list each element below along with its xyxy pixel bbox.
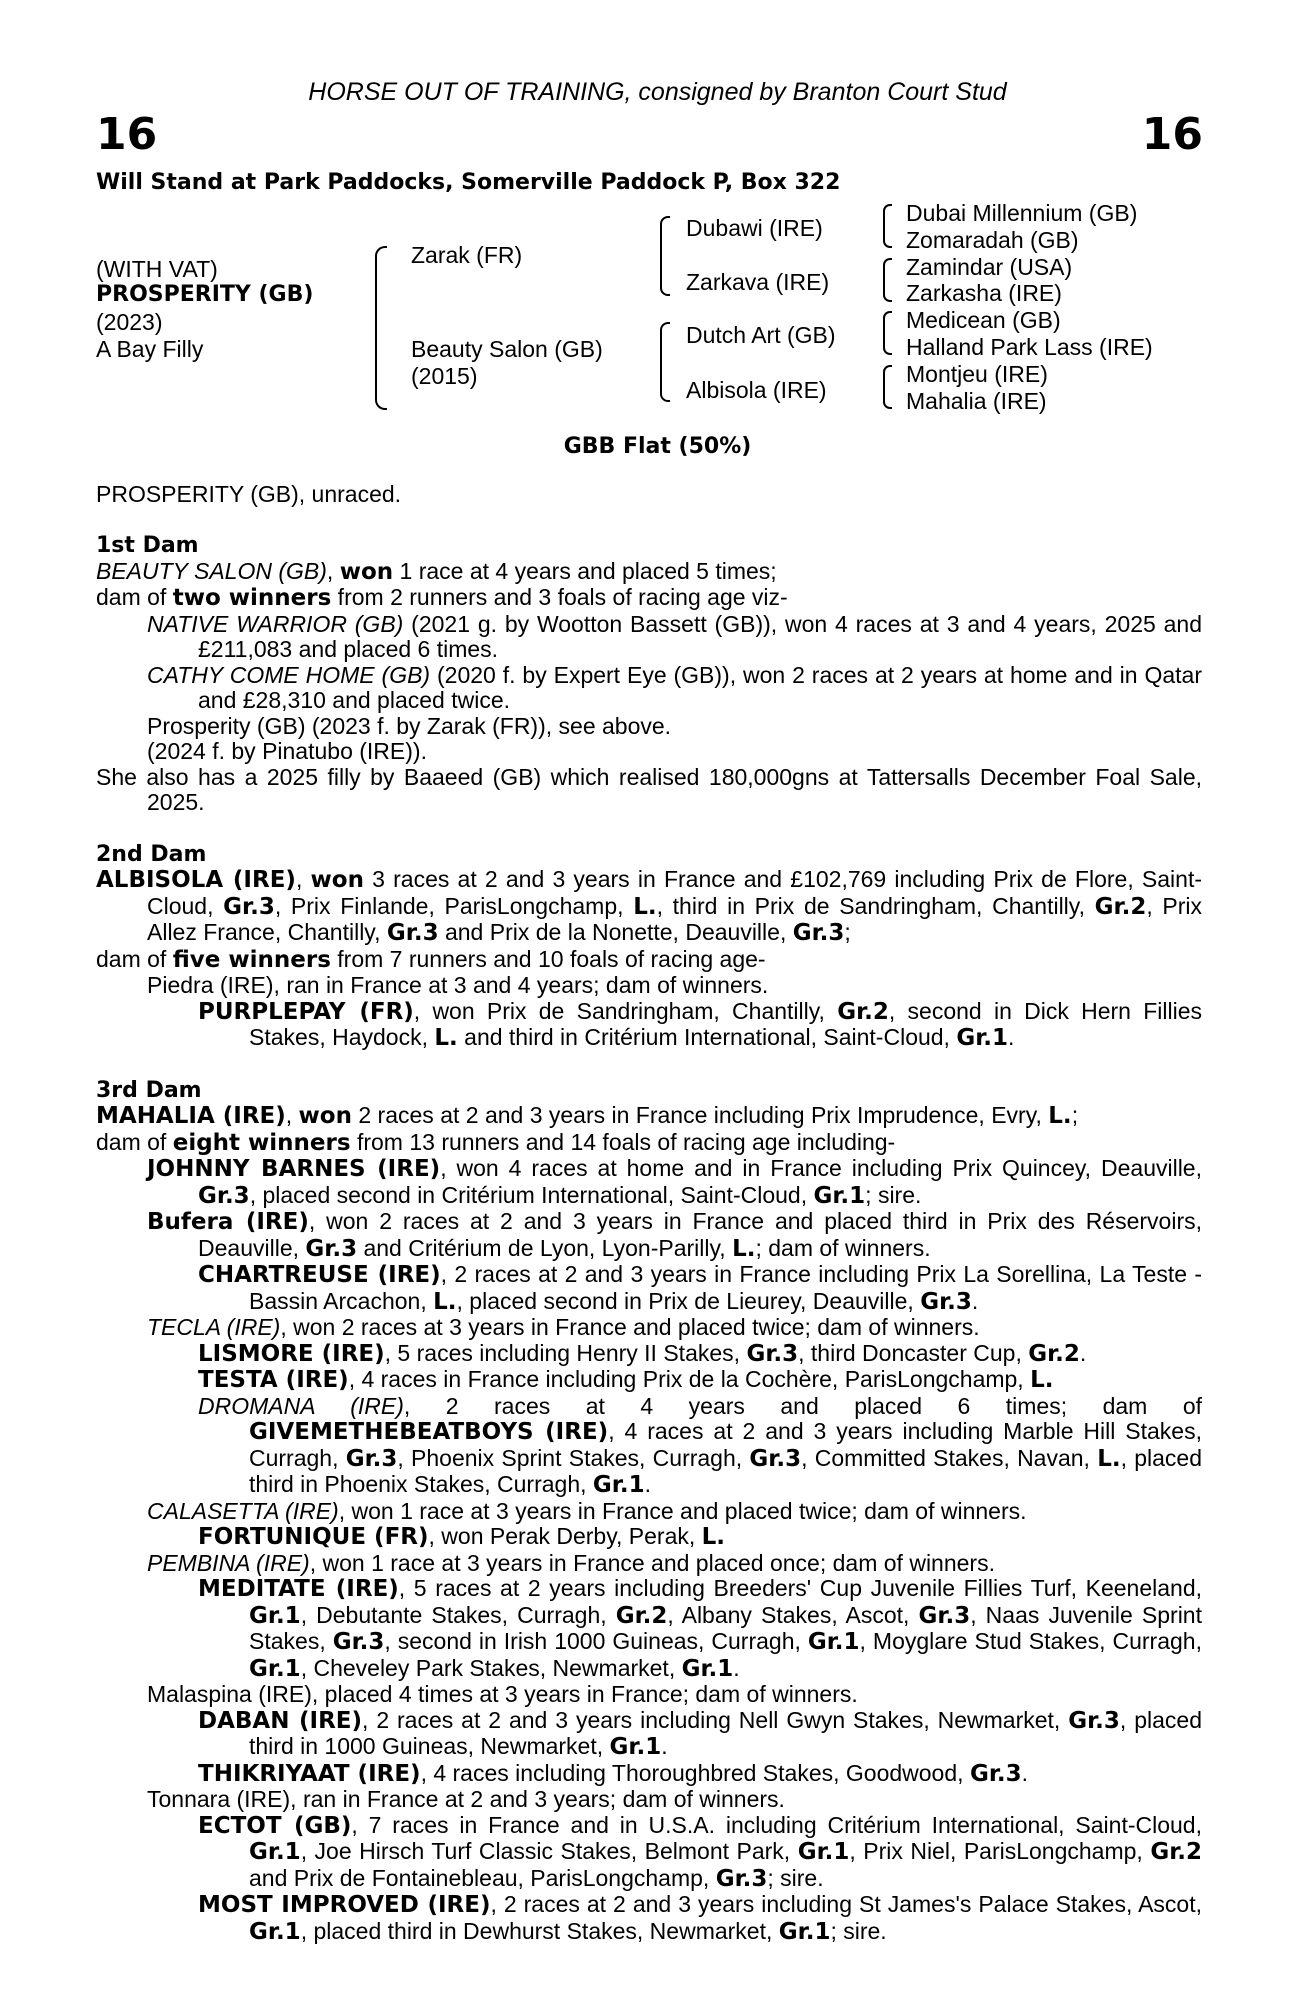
produce-native-warrior: NATIVE WARRIOR (GB) (2021 g. by Wootton Bassett (GB)), won 4 races at 3 and 4 years, 2025 and £211,083 and placed 6 times. <box>147 610 1202 662</box>
dam-dam: Albisola (IRE) <box>686 377 827 403</box>
produce-givemethebeatboys: GIVEMETHEBEATBOYS (IRE), 4 races at 2 and 3 years including Marble Hill Stakes, Curragh, Gr.3, Phoenix Sprint Stakes, Curragh, Gr.3, Committed Stakes, Navan, L., placed third in Phoenix Stakes, Curragh, Gr.1. <box>249 1418 1202 1498</box>
produce-malaspina: Malaspina (IRE), placed 4 times at 3 years in France; dam of winners. <box>147 1681 858 1707</box>
produce-prosperity: Prosperity (GB) (2023 f. by Zarak (FR)), see above. <box>147 712 672 739</box>
lot-number-left: 16 <box>96 109 158 160</box>
dam-sire: Dutch Art (GB) <box>686 322 836 348</box>
ggp-2: Zomaradah (GB) <box>906 227 1079 253</box>
produce-piedra: Piedra (IRE), ran in France at 3 and 4 years; dam of winners. <box>147 972 769 998</box>
produce-thikriyaat: THIKRIYAAT (IRE), 4 races including Thoroughbred Stakes, Goodwood, Gr.3. <box>198 1759 1029 1787</box>
horse-name: PROSPERITY (GB) <box>96 282 314 307</box>
pedigree-brace-g4 <box>883 365 892 409</box>
ggp-1: Dubai Millennium (GB) <box>906 200 1138 226</box>
pedigree-brace-main <box>375 246 387 410</box>
gbb-badge: GBB Flat (50%) <box>563 434 752 459</box>
pedigree-brace-sire <box>660 216 670 296</box>
produce-most-improved: MOST IMPROVED (IRE), 2 races at 2 and 3 years including St James's Palace Stakes, Ascot, Gr.1, placed third in Dewhurst Stakes, Newmarket, Gr.1; sire. <box>198 1891 1202 1945</box>
third-dam-produce: dam of eight winners from 13 runners and 14 foals of racing age including- <box>96 1128 896 1156</box>
first-dam-record: BEAUTY SALON (GB), won 1 race at 4 years and placed 5 times; <box>96 557 777 585</box>
third-dam-heading: 3rd Dam <box>96 1077 202 1103</box>
sire-name: Zarak (FR) <box>411 242 523 268</box>
family-details <box>96 533 1202 1945</box>
produce-purplepay: PURPLEPAY (FR), won Prix de Sandringham, Chantilly, Gr.2, second in Dick Hern Fillies Stakes, Haydock, L. and third in Critérium International, Saint-Cloud, Gr.1. <box>198 997 1203 1051</box>
race-record-summary: PROSPERITY (GB), unraced. <box>96 481 402 507</box>
produce-2024-filly: (2024 f. by Pinatubo (IRE)). <box>147 738 427 764</box>
produce-tecla: TECLA (IRE), won 2 races at 3 years in France and placed twice; dam of winners. <box>147 1314 980 1340</box>
produce-daban: DABAN (IRE), 2 races at 2 and 3 years including Nell Gwyn Stakes, Newmarket, Gr.3, placed third in 1000 Guineas, Newmarket, Gr.1. <box>198 1706 1202 1760</box>
second-dam-produce: dam of five winners from 7 runners and 10 foals of racing age- <box>96 945 766 973</box>
produce-dromana: DROMANA (IRE), 2 races at 4 years and placed 6 times; dam of <box>198 1392 1202 1419</box>
second-dam-record: ALBISOLA (IRE), won 3 races at 2 and 3 years in France and £102,769 including Prix de Flore, Saint-Cloud, Gr.3, Prix Finlande, ParisLongchamp, L., third in Prix de Sandringham, Chantilly, Gr.2, Prix Allez France, Chantilly, Gr.3 and Prix de la Nonette, Deauville, Gr.3; <box>96 866 1203 946</box>
pedigree-brace-g2 <box>883 258 892 302</box>
vat-note: (WITH VAT) <box>96 256 218 282</box>
stand-location: Will Stand at Park Paddocks, Somerville Paddock P, Box 322 <box>96 170 841 195</box>
dam-name: Beauty Salon (GB) <box>411 336 603 362</box>
ggp-3: Zamindar (USA) <box>906 254 1073 280</box>
produce-bufera: Bufera (IRE), won 2 races at 2 and 3 years in France and placed third in Prix des Réservoirs, Deauville, Gr.3 and Critérium de Lyon, Lyon-Parilly, L.; dam of winners. <box>147 1208 1202 1262</box>
dam-year: (2015) <box>411 363 478 389</box>
sire-dam: Zarkava (IRE) <box>686 269 830 295</box>
ggp-4: Zarkasha (IRE) <box>906 280 1062 306</box>
produce-ectot: ECTOT (GB), 7 races in France and in U.S.A. including Critérium International, Saint-Cloud, Gr.1, Joe Hirsch Turf Classic Stakes, Belmont Park, Gr.1, Prix Niel, ParisLongchamp, Gr.2 and Prix de Fontainebleau, ParisLongchamp, Gr.3; sire. <box>198 1811 1202 1892</box>
first-dam-heading: 1st Dam <box>96 533 199 558</box>
first-dam-note: She also has a 2025 filly by Baaeed (GB) which realised 180,000gns at Tattersalls December Foal Sale, 2025. <box>96 763 1202 815</box>
lot-number-right: 16 <box>1141 109 1203 160</box>
produce-chartreuse: CHARTREUSE (IRE), 2 races at 2 and 3 years in France including Prix La Sorellina, La Teste - Bassin Arcachon, L., placed second in Prix de Lieurey, Deauville, Gr.3. <box>198 1261 1202 1315</box>
produce-lismore: LISMORE (IRE), 5 races including Henry II Stakes, Gr.3, third Doncaster Cup, Gr.2. <box>198 1339 1087 1367</box>
third-dam-record: MAHALIA (IRE), won 2 races at 2 and 3 years in France including Prix Imprudence, Evry, L.; <box>96 1102 1079 1129</box>
produce-calasetta: CALASETTA (IRE), won 1 race at 3 years in France and placed twice; dam of winners. <box>147 1497 1027 1524</box>
second-dam-heading: 2nd Dam <box>96 841 207 867</box>
sire-sire: Dubawi (IRE) <box>686 215 823 241</box>
pedigree-brace-dam <box>660 322 670 402</box>
ggp-8: Mahalia (IRE) <box>906 388 1047 414</box>
first-dam-produce: dam of two winners from 2 runners and 3 foals of racing age viz- <box>96 584 788 611</box>
horse-year: (2023) <box>96 309 163 335</box>
produce-pembina: PEMBINA (IRE), won 1 race at 3 years in France and placed once; dam of winners. <box>147 1549 995 1576</box>
produce-fortunique: FORTUNIQUE (FR), won Perak Derby, Perak, L. <box>198 1523 726 1550</box>
catalogue-header: HORSE OUT OF TRAINING, consigned by Branton Court Stud <box>308 78 1007 106</box>
ggp-5: Medicean (GB) <box>906 307 1061 333</box>
produce-cathy-come-home: CATHY COME HOME (GB) (2020 f. by Expert Eye (GB)), won 2 races at 2 years at home and in Qatar and £28,310 and placed twice. <box>147 661 1202 713</box>
ggp-7: Montjeu (IRE) <box>906 361 1048 387</box>
produce-tonnara: Tonnara (IRE), ran in France at 2 and 3 years; dam of winners. <box>147 1786 785 1812</box>
ggp-6: Halland Park Lass (IRE) <box>906 334 1153 360</box>
produce-testa: TESTA (IRE), 4 races in France including Prix de la Cochère, ParisLongchamp, L. <box>198 1366 1054 1393</box>
pedigree-brace-g3 <box>883 311 892 355</box>
produce-johnny-barnes: JOHNNY BARNES (IRE), won 4 races at home and in France including Prix Quincey, Deauville, Gr.3, placed second in Critérium International, Saint-Cloud, Gr.1; sire. <box>147 1155 1202 1209</box>
horse-description: A Bay Filly <box>96 336 204 362</box>
pedigree-brace-g1 <box>883 204 892 248</box>
produce-meditate: MEDITATE (IRE), 5 races at 2 years including Breeders' Cup Juvenile Fillies Turf, Keeneland, Gr.1, Debutante Stakes, Curragh, Gr.2, Albany Stakes, Ascot, Gr.3, Naas Juvenile Sprint Stakes, Gr.3, second in Irish 1000 Guineas, Curragh, Gr.1, Moyglare Stud Stakes, Curragh, Gr.1, Cheveley Park Stakes, Newmarket, Gr.1. <box>198 1575 1202 1682</box>
